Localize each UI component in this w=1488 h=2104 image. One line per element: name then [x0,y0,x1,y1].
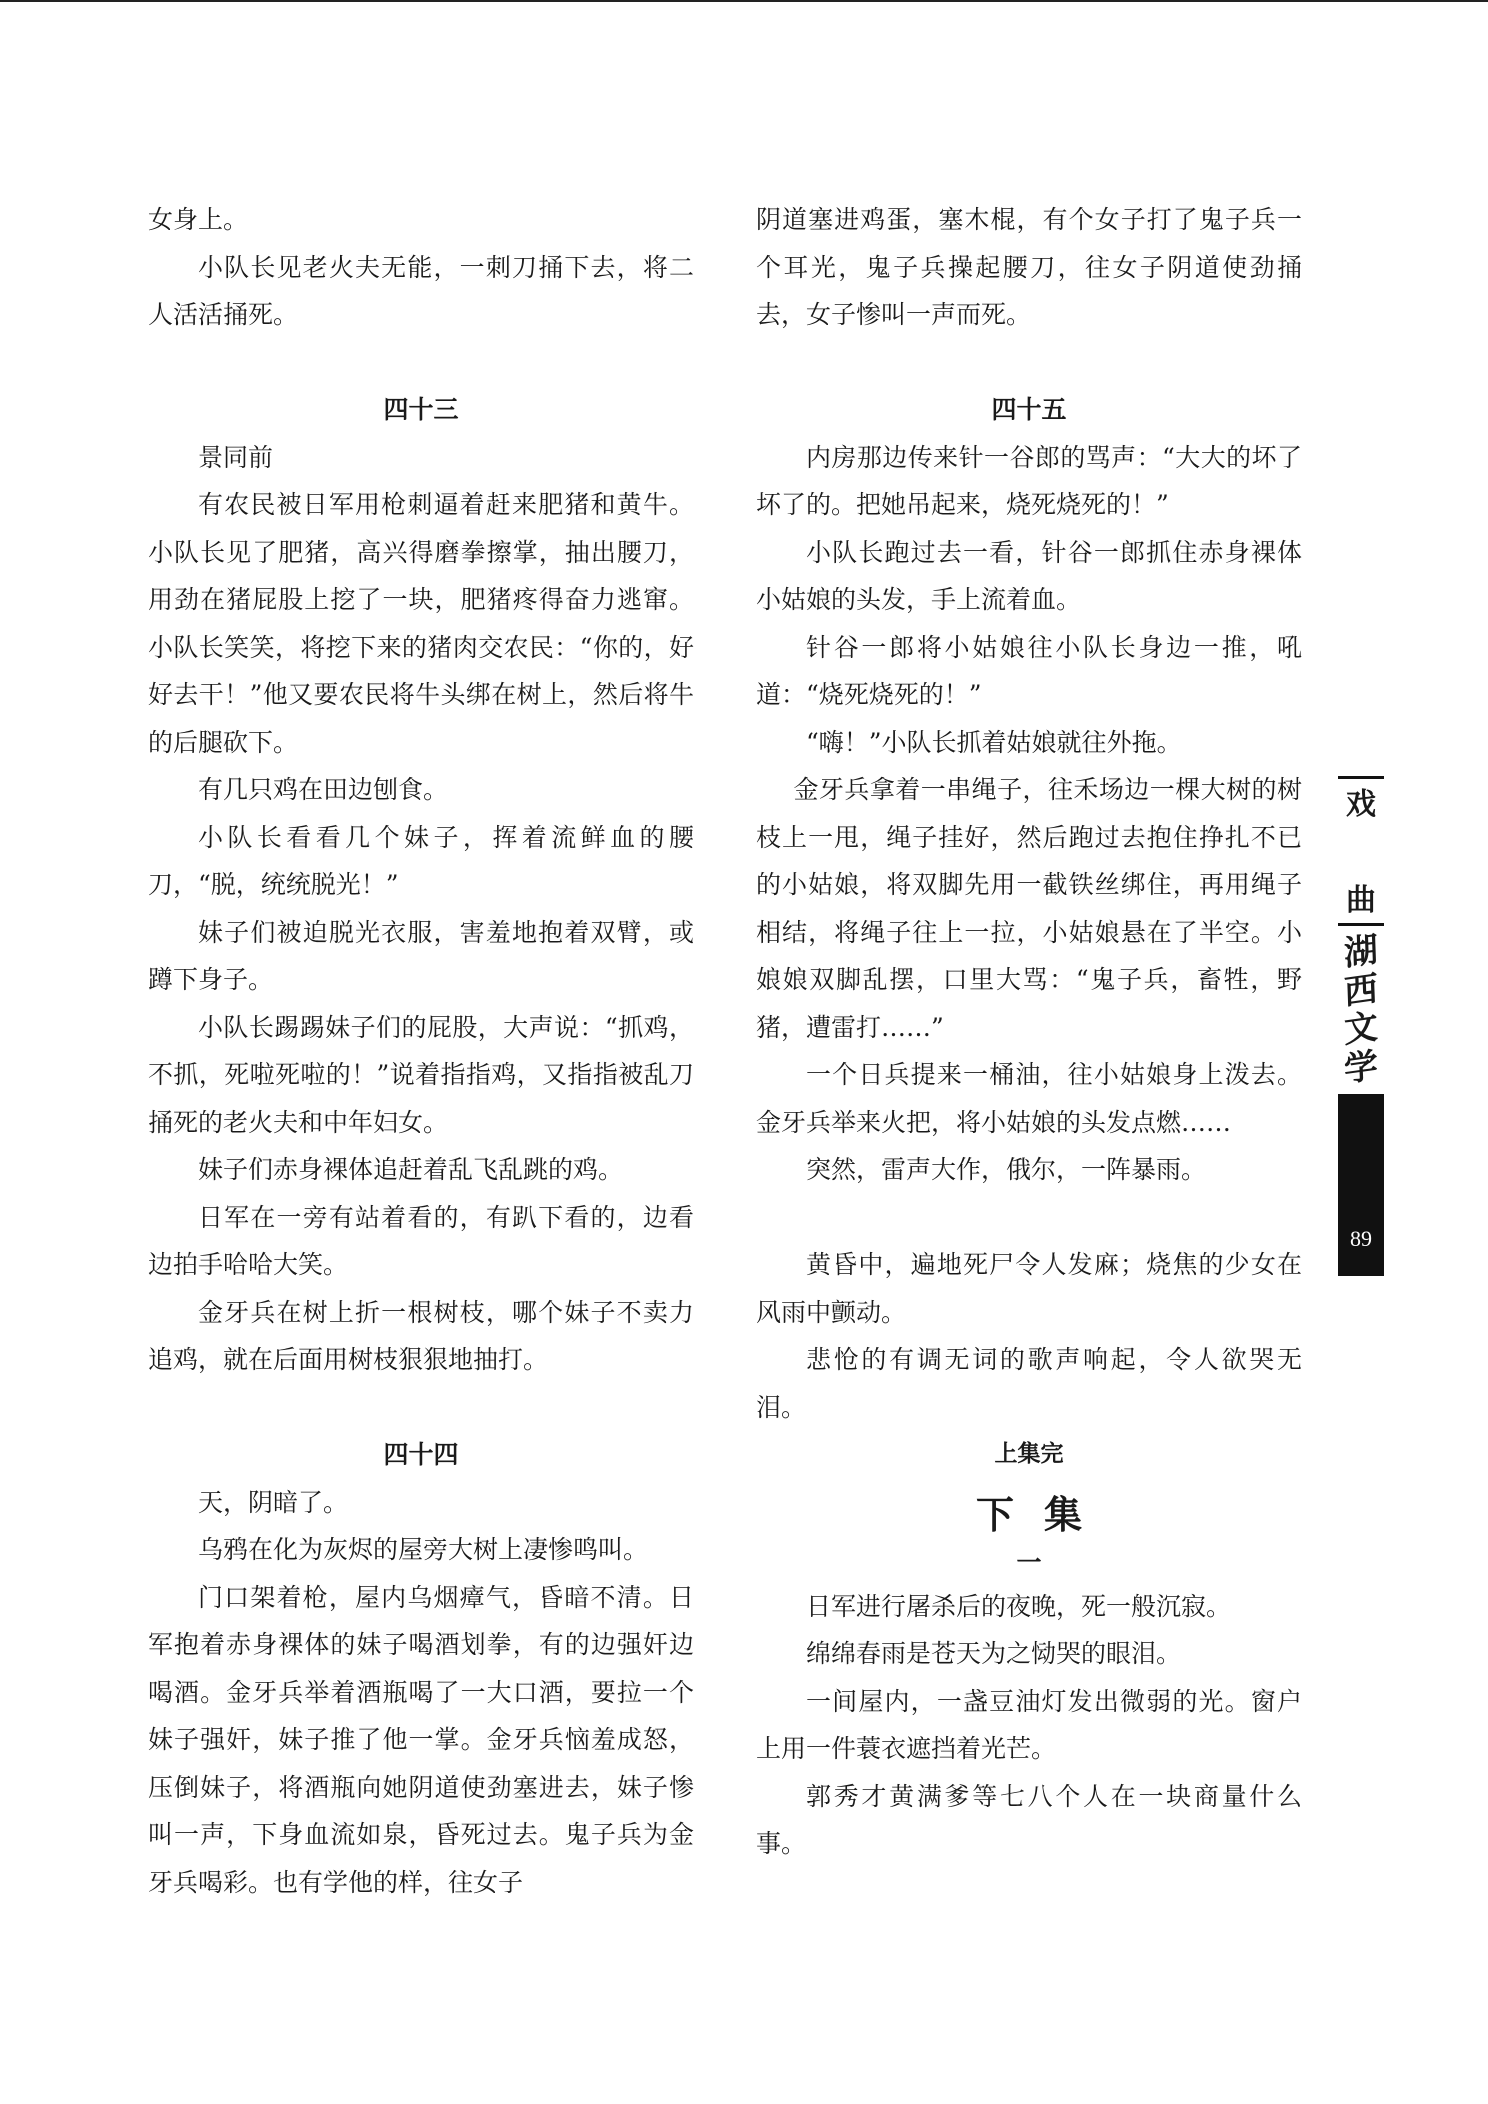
paragraph: 金牙兵在树上折一根树枝，哪个妹子不卖力追鸡，就在后面用树枝狠狠地抽打。 [148,1297,694,1374]
page-number: 89 [1350,1226,1372,1251]
journal-logo [1338,926,1384,1094]
paragraph: 景同前 [198,442,274,472]
paragraph: 小队长看看几个妹子，挥着流鲜血的腰刀，“脱，统统脱光！” [148,822,694,899]
logo-char-3: 文 [1343,1006,1379,1052]
logo-char-2: 西 [1343,968,1379,1014]
logo-char-1: 湖 [1343,929,1379,975]
section-gap [756,339,1302,387]
paragraph: 悲怆的有调无词的歌声响起，令人欲哭无泪。 [756,1345,1302,1422]
paragraph: 金牙兵拿着一串绳子，往禾场边一棵大树的树枝上一甩，绳子挂好，然后跑过去抱住挣扎不已的小姑娘，将双脚先用一截铁丝绑住，再用绳子相结，将绳子往上一拉，小姑娘悬在了半空。小娘娘双脚乱摆，口里大骂：“鬼子兵，畜牲，野猪，遭雷打……” [756,775,1302,1042]
paragraph: 黄昏中，遍地死尸令人发麻；烧焦的少女在风雨中颤动。 [756,1250,1302,1327]
scene-number: 一 [1016,1547,1042,1577]
paragraph: 女身上。 [148,205,249,234]
right-text-column [756,196,1302,1868]
paragraph: 门口架着枪，屋内乌烟瘴气，昏暗不清。日军抱着赤身裸体的妹子喝酒划拳，有的边强奸边喝酒。金牙兵举着酒瓶喝了一大口酒，要拉一个妹子强奸，妹子推了他一掌。金牙兵恼羞成怒，压倒妹子，将酒瓶向她阴道使劲塞进去，妹子惨叫一声，下身血流如泉，昏死过去。鬼子兵为金牙兵喝彩。也有学他的样，往女子 [148,1582,694,1897]
page-number-bar [1338,1094,1384,1276]
section-char-1: 戏 [1346,787,1376,822]
paragraph: 一间屋内，一盏豆油灯发出微弱的光。窗户上用一件蓑衣遮挡着光芒。 [756,1686,1302,1763]
paragraph: 阴道塞进鸡蛋，塞木棍，有个女子打了鬼子兵一个耳光，鬼子兵操起腰刀，往女子阴道使劲捅去，女子惨叫一声而死。 [756,205,1302,329]
paragraph: 日军在一旁有站着看的，有趴下看的，边看边拍手哈哈大笑。 [148,1202,694,1279]
paragraph: 天，阴暗了。 [198,1487,349,1517]
paragraph: 针谷一郎将小姑娘往小队长身边一推，吼道：“烧死烧死的！” [756,632,1302,709]
scene-heading: 四十四 [383,1440,459,1469]
paragraph: 有几只鸡在田边刨食。 [198,775,449,804]
sidebar-rule-top [1338,776,1384,779]
section-char-2: 曲 [1346,883,1376,918]
section-gap [756,1194,1302,1242]
part-heading: 下集 [975,1492,1112,1537]
paragraph: 日军进行屠杀后的夜晚，死一般沉寂。 [806,1591,1232,1621]
section-gap [148,1384,694,1432]
part-end-mark: 上集完 [994,1441,1064,1467]
left-text-column [148,196,694,1906]
paragraph: 绵绵春雨是苍天为之恸哭的眼泪。 [806,1639,1182,1668]
scene-heading: 四十五 [991,395,1067,424]
paragraph: 内房那边传来针一谷郎的骂声：“大大的坏了坏了的。把她吊起来，烧死烧死的！” [756,442,1302,519]
paragraph: 小队长见老火夫无能，一刺刀捅下去，将二人活活捅死。 [148,252,694,329]
top-border-line [0,0,1488,2]
section-sidebar [1338,776,1384,1276]
paragraph: 妹子们赤身裸体追赶着乱飞乱跳的鸡。 [198,1155,624,1184]
paragraph: 妹子们被迫脱光衣服，害羞地抱着双臂，或蹲下身子。 [148,917,694,994]
paragraph: 小队长踢踢妹子们的屁股，大声说：“抓鸡，不抓，死啦死啦的！”说着指指鸡，又指指被乱刀捅死的老火夫和中年妇女。 [148,1012,694,1137]
paragraph: 突然，雷声大作，俄尔，一阵暴雨。 [806,1155,1207,1184]
section-gap [148,339,694,387]
scene-heading: 四十三 [383,395,459,424]
paragraph: 小队长跑过去一看，针谷一郎抓住赤身裸体小姑娘的头发，手上流着血。 [756,537,1302,614]
paragraph: 一个日兵提来一桶油，往小姑娘身上泼去。金牙兵举来火把，将小姑娘的头发点燃…… [756,1060,1302,1137]
paragraph: 有农民被日军用枪刺逼着赶来肥猪和黄牛。小队长见了肥猪，高兴得磨拳擦掌，抽出腰刀，用劲在猪屁股上挖了一块，肥猪疼得奋力逃窜。小队长笑笑，将挖下来的猪肉交农民：“你的，好好去干！”他又要农民将牛头绑在树上，然后将牛的后腿砍下。 [148,490,694,757]
paragraph: 乌鸦在化为灰烬的屋旁大树上凄惨鸣叫。 [198,1535,649,1564]
paragraph: 郭秀才黄满爹等七八个人在一块商量什么事。 [756,1781,1302,1858]
logo-char-4: 学 [1343,1045,1379,1091]
paragraph: “嗨！”小队长抓着姑娘就往外拖。 [806,727,1182,757]
